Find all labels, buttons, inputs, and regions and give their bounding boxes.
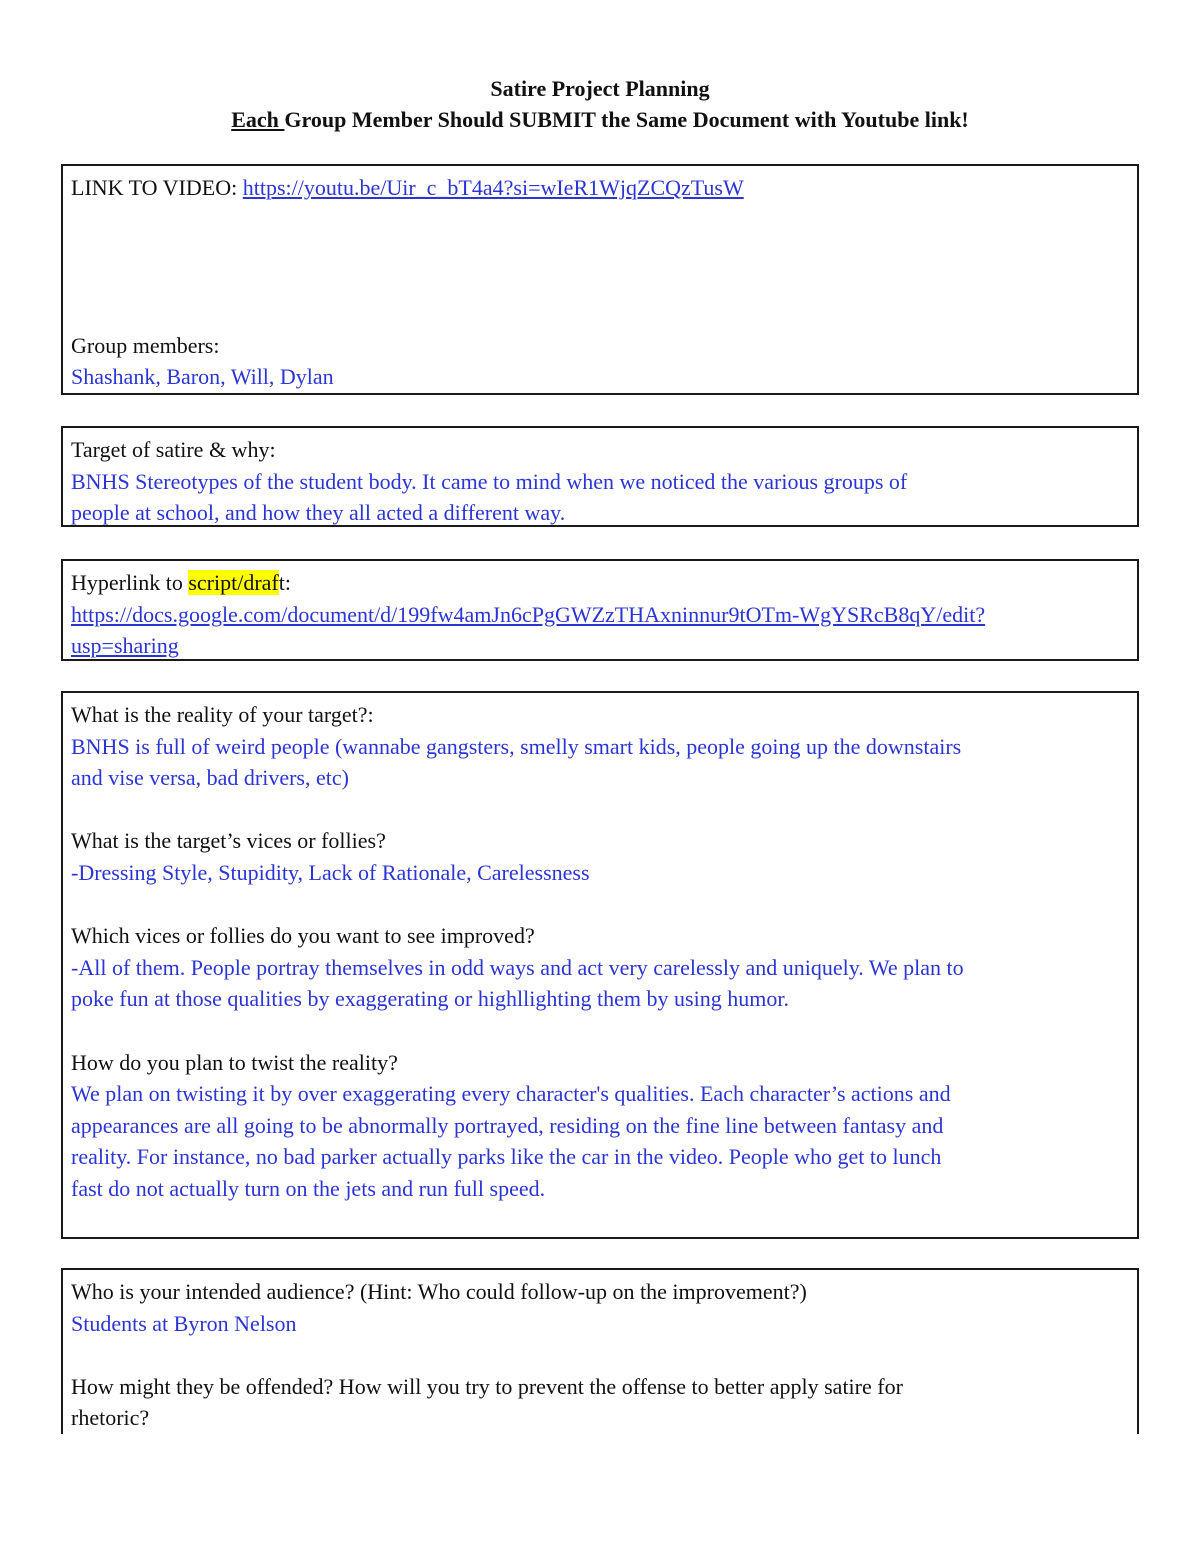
improve-answer-line-1: -All of them. People portray themselves in odd ways and act very carelessly and uniquely. We plan to	[71, 954, 964, 980]
twist-answer-line-3: reality. For instance, no bad parker actually parks like the car in the video. People who get to lunch	[71, 1144, 942, 1170]
target-label: Target of satire & why:	[71, 437, 276, 462]
twist-answer-line-4: fast do not actually turn on the jets and run full speed.	[71, 1175, 546, 1201]
audience-answer: Students at Byron Nelson	[71, 1310, 297, 1336]
improve-answer-line-2: poke fun at those qualities by exaggerating or highllighting them by using humor.	[71, 986, 789, 1012]
script-link-box	[61, 559, 1139, 661]
subtitle-emphasis: Each	[231, 107, 285, 132]
improve-question: Which vices or follies do you want to see improved?	[71, 923, 535, 949]
reality-answer-line-2: and vise versa, bad drivers, etc)	[71, 765, 349, 791]
script-link-label-suffix: t:	[278, 570, 291, 595]
script-link-highlight: script/draf	[188, 570, 279, 595]
video-link-box	[61, 164, 1139, 395]
reality-answer-line-1: BNHS is full of weird people (wannabe gangsters, smelly smart kids, people going up the downstairs	[71, 733, 962, 759]
vices-question: What is the target’s vices or follies?	[71, 828, 386, 854]
target-box	[61, 426, 1139, 527]
twist-answer-line-1: We plan on twisting it by over exaggerating every character's qualities. Each character’s actions and	[71, 1081, 951, 1107]
video-link-label: LINK TO VIDEO:	[71, 175, 243, 200]
target-answer-line-2: people at school, and how they all acted a different way.	[71, 500, 566, 526]
document-subtitle	[0, 104, 1200, 135]
reality-question: What is the reality of your target?:	[71, 702, 374, 727]
document-title: Satire Project Planning	[490, 76, 710, 101]
group-members-label: Group members:	[71, 332, 220, 358]
offense-question-line-2: rhetoric?	[71, 1405, 150, 1431]
script-link-url-line-1[interactable]: https://docs.google.com/document/d/199fw4amJn6cPgGWZzTHAxninnur9tOTm-WgYSRcB8qY/edit?	[71, 601, 986, 627]
target-answer-line-1: BNHS Stereotypes of the student body. It came to mind when we noticed the various groups of	[71, 468, 908, 494]
script-link-url-line-2[interactable]: usp=sharing	[71, 633, 179, 659]
audience-question: Who is your intended audience? (Hint: Who could follow-up on the improvement?)	[71, 1279, 807, 1304]
reality-box	[61, 691, 1139, 1239]
subtitle-text: Group Member Should SUBMIT the Same Document with Youtube link!	[284, 107, 969, 132]
vices-answer: -Dressing Style, Stupidity, Lack of Rationale, Carelessness	[71, 859, 590, 885]
group-members-value: Shashank, Baron, Will, Dylan	[71, 364, 334, 390]
document-header	[0, 73, 1200, 135]
twist-answer-line-2: appearances are all going to be abnormally portrayed, residing on the fine line between fantasy and	[71, 1112, 944, 1138]
video-link[interactable]: https://youtu.be/Uir_c_bT4a4?si=wIeR1WjqZCQzTusW	[242, 175, 744, 200]
twist-question: How do you plan to twist the reality?	[71, 1049, 398, 1075]
script-link-label: Hyperlink to	[71, 570, 189, 595]
offense-question-line-1: How might they be offended? How will you try to prevent the offense to better apply satire for	[71, 1373, 903, 1399]
audience-box	[61, 1268, 1139, 1434]
